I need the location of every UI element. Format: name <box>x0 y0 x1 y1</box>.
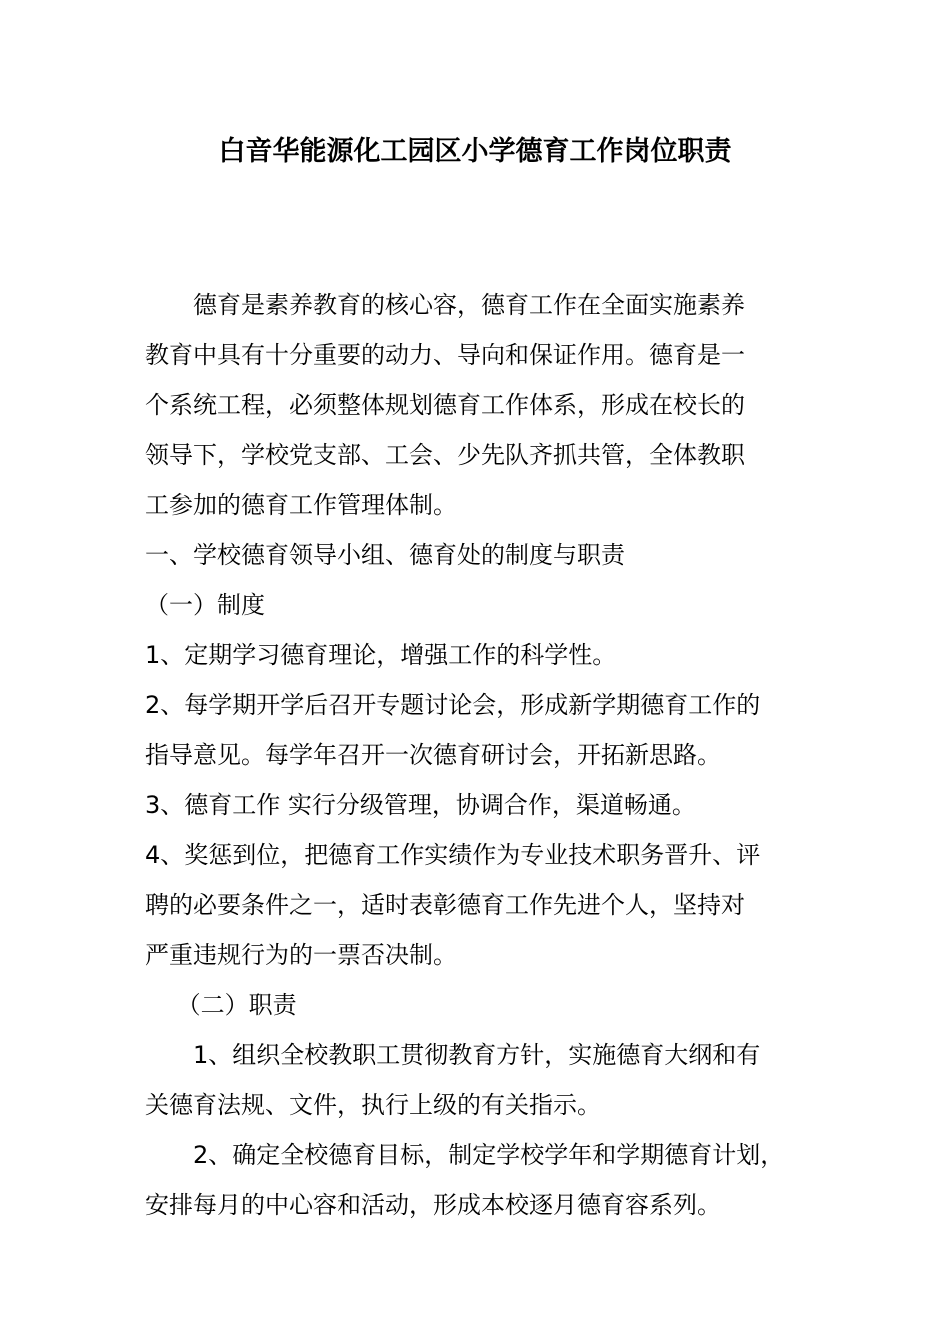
subsection-heading-duties: （二）职责 <box>145 991 297 1019</box>
list-item-2: 2、每学期开学后召开专题讨论会，形成新学期德育工作的 <box>145 691 761 719</box>
duty-item-2: 2、确定全校德育目标，制定学校学年和学期德育计划， <box>145 1141 785 1169</box>
list-item-2-cont: 指导意见。每学年召开一次德育研讨会，开拓新思路。 <box>145 741 721 769</box>
list-item-4-cont-1: 聘的必要条件之一，适时表彰德育工作先进个人，坚持对 <box>145 891 745 919</box>
subsection-heading-system: （一）制度 <box>145 591 265 619</box>
duty-item-2-cont: 安排每月的中心容和活动，形成本校逐月德育容系列。 <box>145 1191 721 1219</box>
list-item-1: 1、定期学习德育理论，增强工作的科学性。 <box>145 641 617 669</box>
body-line-4: 领导下，学校党支部、工会、少先队齐抓共管，全体教职 <box>145 441 745 469</box>
section-heading-1: 一、学校德育领导小组、德育处的制度与职责 <box>145 541 625 569</box>
document-title: 白音华能源化工园区小学德育工作岗位职责 <box>218 136 732 167</box>
document-body <box>145 280 825 1230</box>
list-item-3: 3、德育工作 实行分级管理，协调合作，渠道畅通。 <box>145 791 696 819</box>
body-line-2: 教育中具有十分重要的动力、导向和保证作用。德育是一 <box>145 341 745 369</box>
duty-item-1-cont: 关德育法规、文件，执行上级的有关指示。 <box>145 1091 601 1119</box>
duty-item-1: 1、组织全校教职工贯彻教育方针，实施德育大纲和有 <box>145 1041 761 1069</box>
list-item-4-cont-2: 严重违规行为的一票否决制。 <box>145 941 457 969</box>
body-line-5: 工参加的德育工作管理体制。 <box>145 491 457 519</box>
list-item-4: 4、奖惩到位，把德育工作实绩作为专业技术职务晋升、评 <box>145 841 761 869</box>
body-line-1: 德育是素养教育的核心容，德育工作在全面实施素养 <box>145 291 745 319</box>
body-line-3: 个系统工程，必须整体规划德育工作体系，形成在校长的 <box>145 391 745 419</box>
